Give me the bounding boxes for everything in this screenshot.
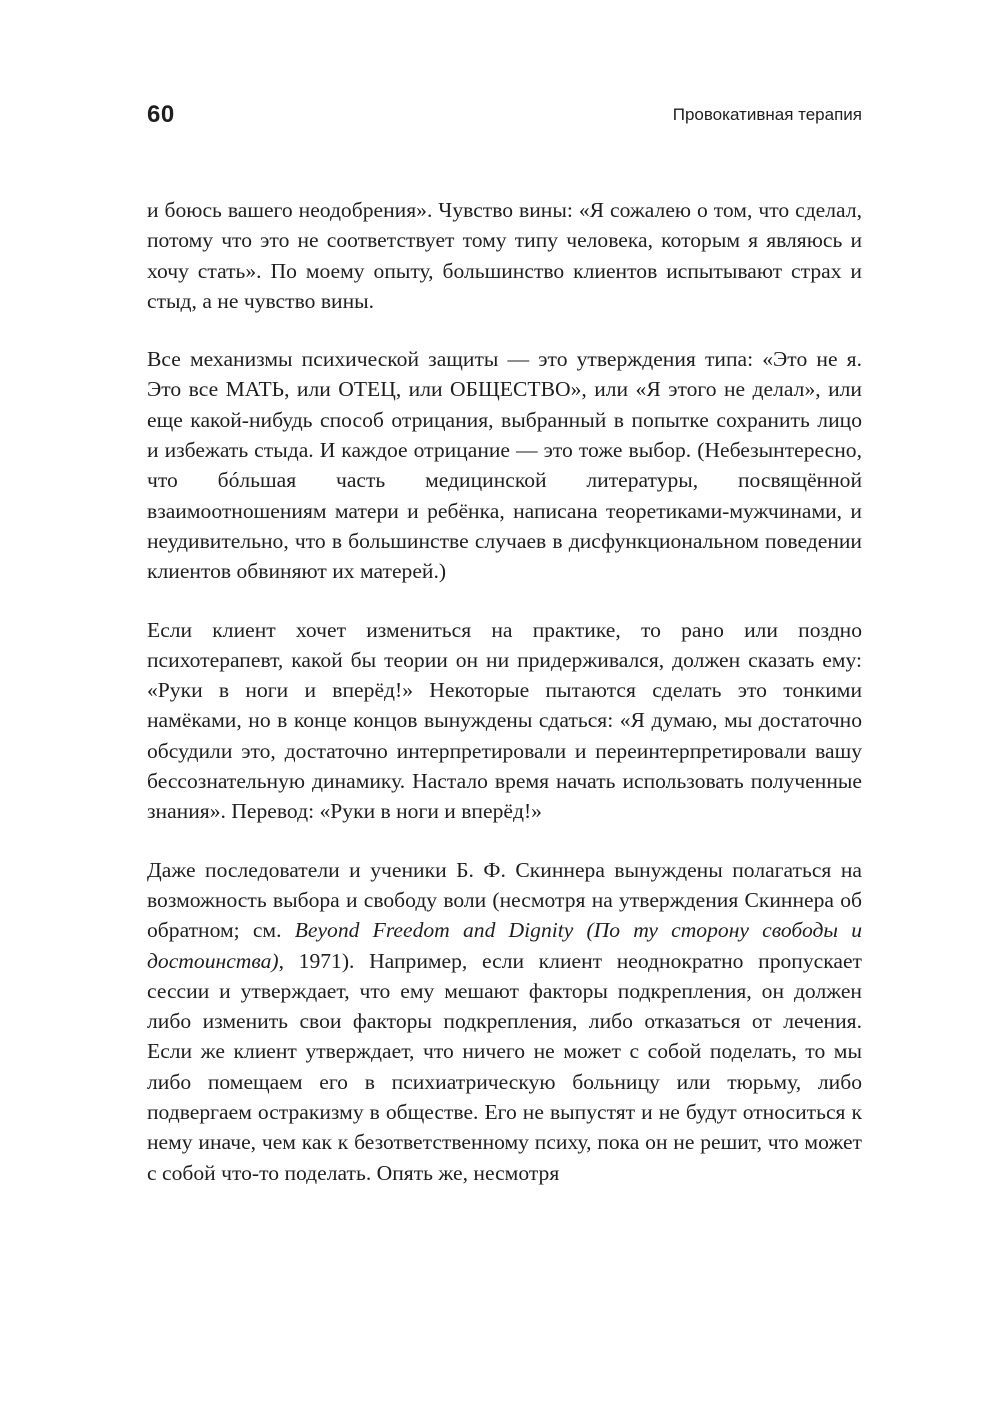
paragraph-4 [147, 855, 862, 1188]
paragraph-2: Все механизмы психической защиты — это утверждения типа: «Это не я. Это все МАТЬ, или ОТЕЦ, или ОБЩЕСТВО», или «Я этого не делал», или еще какой-нибудь способ отрицания, выбранный в попытке сохранить лицо и избежать стыда. И каждое отрицание — это тоже выбор. (Небезынтересно, что бóльшая часть медицинской литературы, посвящённой взаимоотношениям матери и ребёнка, написана теоретиками-мужчинами, и неудивительно, что в большинстве случаев в дисфункциональном поведении клиентов обвиняют их матерей.) [147, 347, 862, 584]
running-title: Провокативная терапия [672, 105, 862, 124]
book-title-citation: Beyond Freedom and Dignity (По ту сторону свободы и достоинства) [147, 918, 862, 973]
paragraph-4-text-start: Даже последователи и ученики Б. Ф. Скиннера вынуждены полагаться на возможность выбора и свободу воли (несмотря на утверждения Скиннера об обратном; см. [147, 857, 862, 943]
paragraph-1: и боюсь вашего неодобрения». Чувство вины: «Я сожалею о том, что сделал, потому что это не соответствует тому типу человека, которым я являюсь и хочу стать». По моему опыту, большинство клиентов испытывают страх и стыд, а не чувство вины. [147, 198, 862, 313]
paragraph-3: Если клиент хочет измениться на практике, то рано или поздно психотерапевт, какой бы теории он ни придерживался, должен сказать ему: «Руки в ноги и вперёд!» Некоторые пытаются сделать это тонкими намёками, но в конце концов вынуждены сдаться: «Я думаю, мы достаточно обсудили это, достаточно интерпретировали и переинтерпретировали вашу бессознательную динамику. Настало время начать использовать полученные знания». Перевод: «Руки в ноги и вперёд!» [147, 617, 862, 824]
paragraph-4-text-end: , 1971). Например, если клиент неоднократно пропускает сессии и утверждает, что ему мешают факторы подкрепления, он должен либо изменить свои факторы подкрепления, либо отказаться от лечения. Если же клиент утверждает, что ничего не может с собой поделать, то мы либо помещаем его в психиатрическую больницу или тюрьму, либо подвергаем остракизму в обществе. Его не выпустят и не будут относиться к нему иначе, чем как к безответственному психу, пока он не решит, что может с собой что-то поделать. Опять же, несмотря [147, 948, 862, 1185]
body-text [147, 195, 862, 1216]
page-number: 60 [147, 101, 175, 128]
page-header [147, 98, 862, 132]
